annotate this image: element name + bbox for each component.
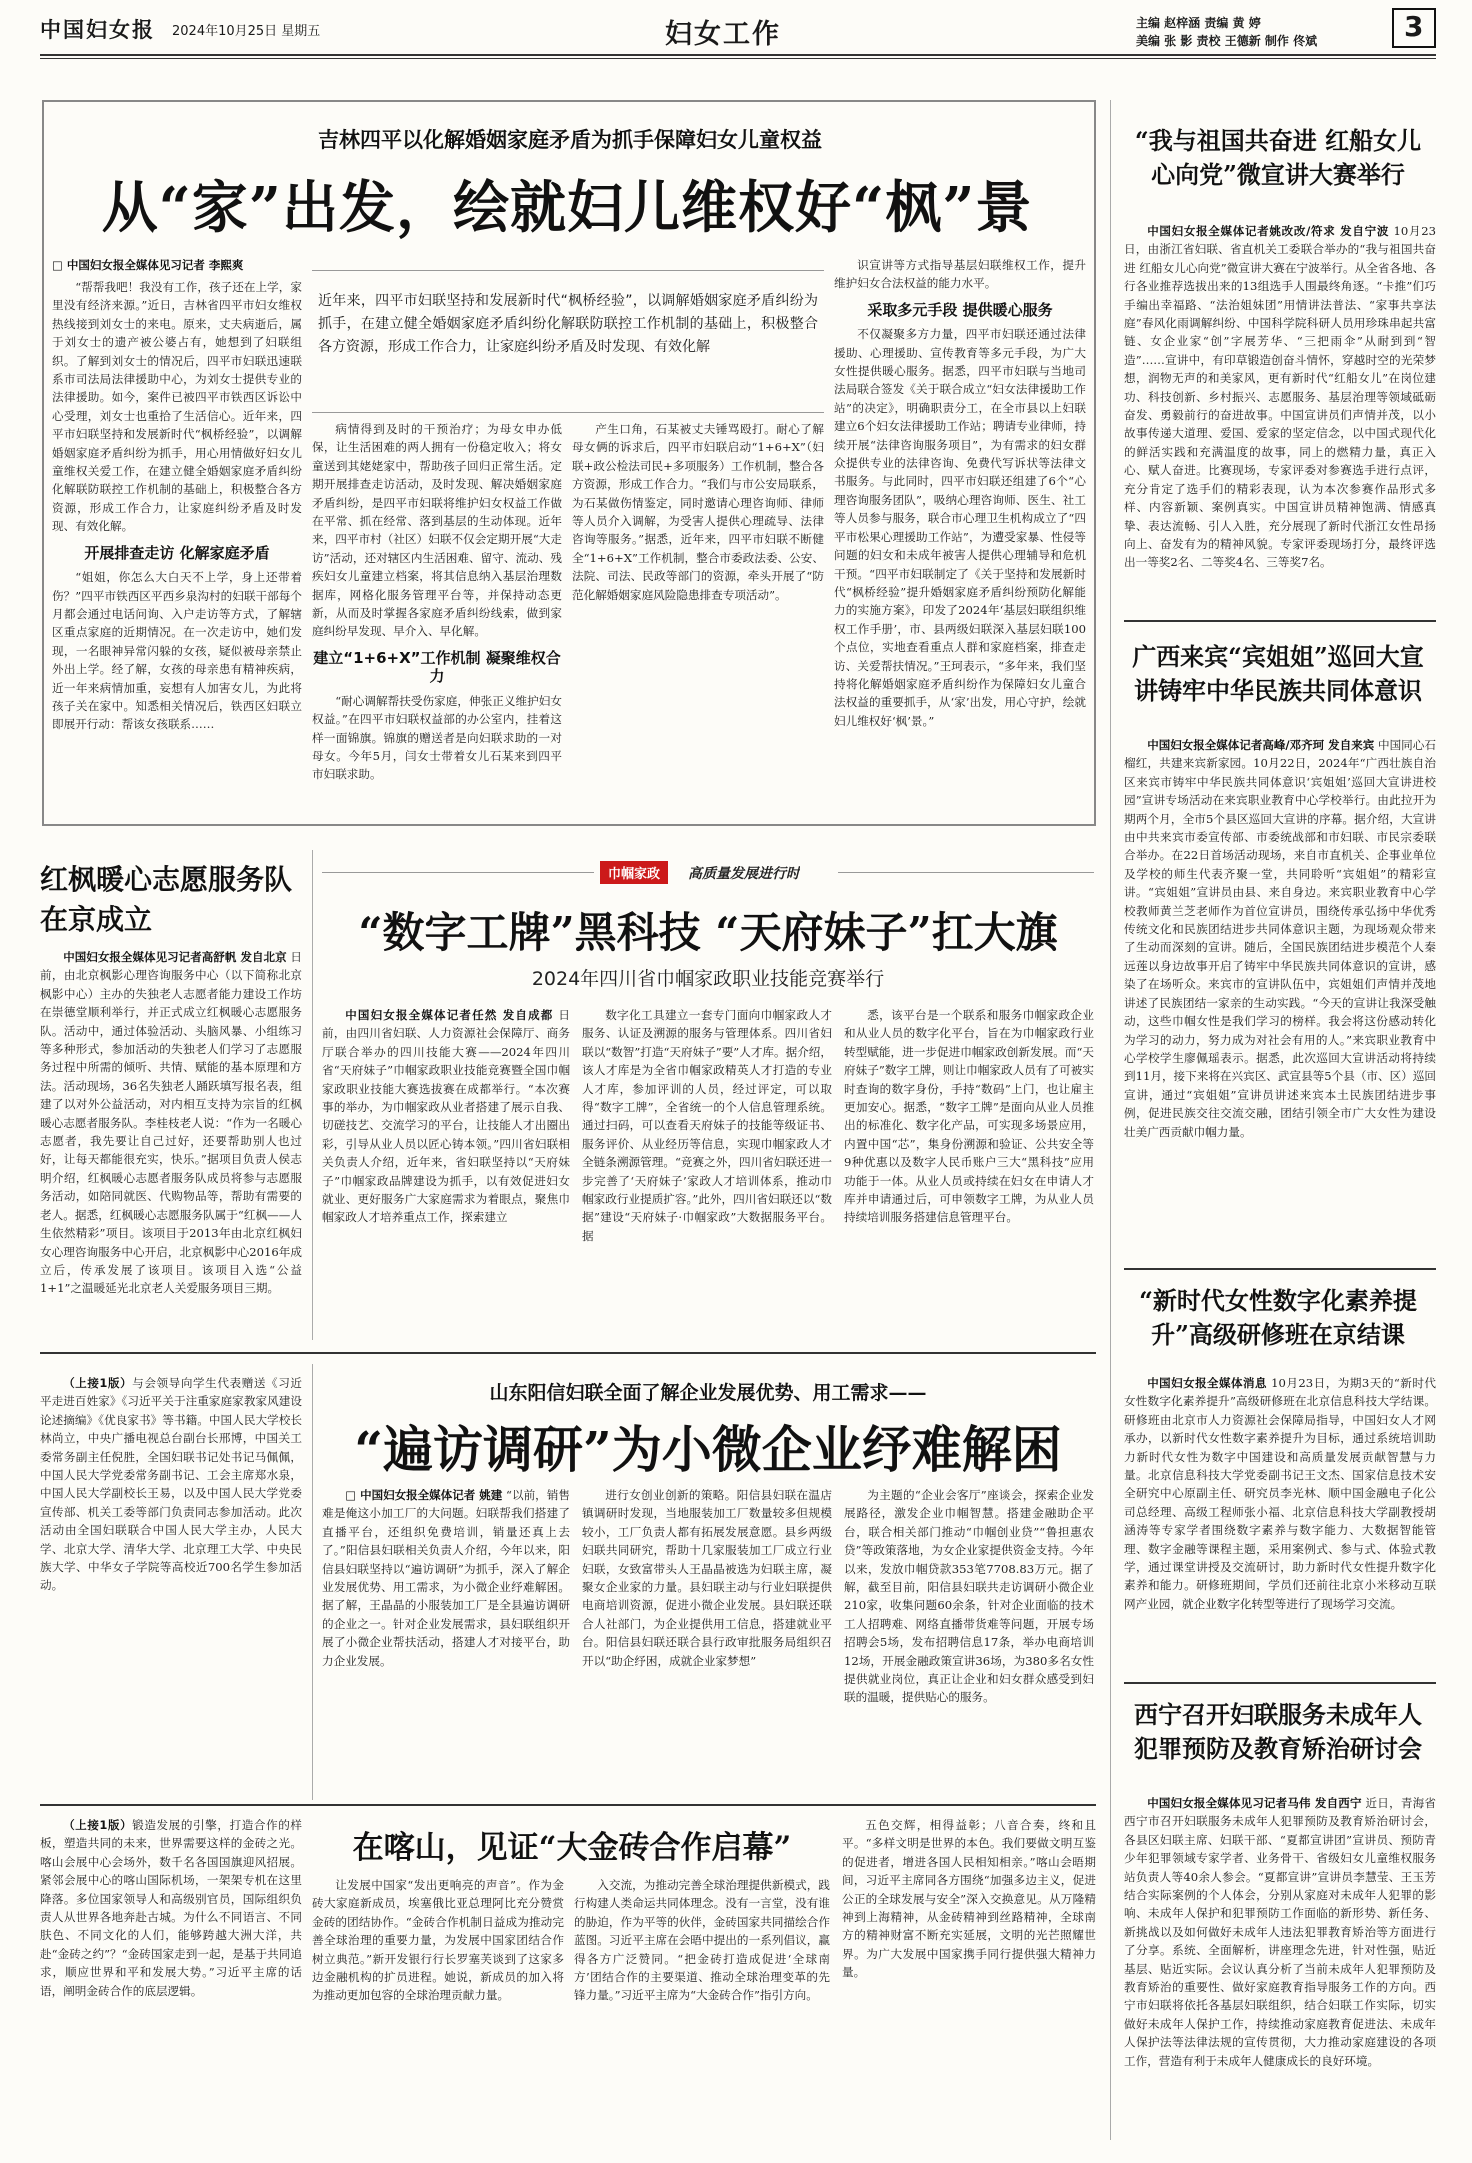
kashgar-text-4: 五色交辉，相得益彰；八音合奏，终和且平。“多样文明是世界的本色。我们要做文明互鉴的促进者，增进各国人民相知相亲。”喀山会晤期间，习近平主席同各方围绕“加强多边主义，促进公正的全球发展与安全”深入交换意见。从万隆精神到上海精神，从金砖精神到丝路精神，全球南方的精神财富不断充实延展，文明的光芒照耀世界。为广大发展中国家携手同行提供强大精神力量。: [842, 1818, 1096, 1980]
editors-line-1: 主编 赵梓涵 责编 黄 婷: [1136, 16, 1261, 30]
masthead: [0, 0, 1472, 60]
lead-byline: □ 中国妇女报全媒体见习记者 李熙爽: [52, 258, 244, 272]
lead-col1-text: “帮帮我吧！我没有工作，孩子还在上学，家里没有经济来源。”近日，吉林省四平市妇女维权热线接到刘女士的来电。原来，丈夫病逝后，属于刘女士的遗产被公婆占有，她想到了妇联组织。了解到刘女士的情况后，四平市妇联迅速联系市司法局法律援助中心，为刘女士提供专业的法律援助。如今，案件已被四平市铁西区诉讼中心受理，刘女士也重拾了生活信心。近年来，四平市妇联坚持和发展新时代“枫桥经验”，以调解婚姻家庭矛盾纠纷为抓手，用心用情做好妇女儿童维权关爱工作，在建立健全婚姻家庭矛盾纠纷化解联防联控工作机制的基础上，积极整合各方资源，形成工作合力，让家庭纠纷矛盾及时发现、有效化解。: [52, 280, 302, 534]
kashgar-col-4: [842, 1816, 1096, 2146]
shandong-title: “遍访调研”为小微企业纾难解困: [354, 1420, 1062, 1479]
lead-col-2: [312, 420, 562, 818]
right-story3-body: [1124, 1374, 1436, 1674]
shandong-subtitle: 山东阳信妇联全面了解企业发展优势、用工需求——: [489, 1382, 927, 1404]
page-number-badge: [1392, 8, 1436, 48]
right-story2-text: 中国同心石榴红，共建来宾新家园。10月22日，2024年“广西壮族自治区来宾市铸牢中华民族共同体意识‘宾姐姐’巡回大宣讲进校园”宣讲专场活动在来宾职业教育中心学校举行。由此拉开为期两个月，全市5个县区巡回大宣讲的序幕。据介绍，大宣讲由中共来宾市委宣传部、市委统战部和市妇联、市民宗委联合举办。在22日首场活动现场，来自市直机关、企事业单位及学校的师生代表齐聚一堂，共同聆听“宾姐姐”的精彩宣讲。“宾姐姐”宣讲员由县、来自身边。来宾职业教育中心学校教师黄兰芝老师作为首位宣讲员，围绕传承弘扬中华优秀传统文化和民族团结进步共同体意识主题，为现场观众带来了生动而深刻的宣讲。随后，全国民族团结进步模范个人秦远莲以身边故事开启了铸牢中华民族共同体意识的宣讲，感染了在场听众。来宾市的宣讲队伍中，宾姐姐们声情并茂地讲述了民族团结一家亲的生动实践。“今天的宣讲让我深受触动，这些巾帼女性是我们学习的榜样。我会将这份感动转化为学习的动力，努力成为对社会有用的人。”来宾职业教育中心学校学生廖佩瑶表示。据悉，此次巡回大宣讲活动将持续到11月，接下来将在兴宾区、武宣县等5个县（市、区）巡回宣讲，通过“宾姐姐”宣讲员讲述来宾本土民族团结进步事例，促进民族交往交流交融，团结引领全市广大女性为建设壮美广西贡献巾帼力量。: [1124, 738, 1436, 1139]
right-story3-title: “新时代女性数字化素养提升”高级研修班在京结课: [1139, 1286, 1417, 1349]
kashgar-continued-label: （上接1版）: [63, 1818, 133, 1832]
lead-col3-text: 产生口角，石某被丈夫锤骂殴打。耐心了解母女俩的诉求后，四平市妇联启动“1+6+X”（妇联+政公检法司民+多项服务）工作机制，整合各方资源，形成工作合力。“我们与市公安局联系，为石某做伤情鉴定，同时邀请心理咨询师、律师等人员介入调解，为受害人提供心理疏导、法律咨询等服务。”据悉，近年来，四平市妇联不断健全“1+6+X”工作机制，整合市委政法委、公安、法院、司法、民政等部门的资源，牵头开展了“防范化解婚姻家庭风险隐患排查专项活动”。: [572, 422, 824, 602]
right-story1-text: 10月23日，由浙江省妇联、省直机关工委联合举办的“我与祖国共奋进 红船女儿心向党”微宣讲大赛在宁波举行。从全省各地、各行各业推荐选拔出来的13组选手人围最终角逐。“卡推”们巧手编出幸福路、“法治姐妹团”用情讲法普法、“家事共享法庭”春风化雨调解纠纷、中国科学院科研人员用珍珠串起共富链、女企业家“创”字展芳华、“三把雨伞”从耐到到“智造”……宣讲中，有印草锻造创奋斗情怀，穿越时空的光荣梦想，润物无声的和美家风，更有新时代“红船女儿”在岗位建功、科技创新、乡村振兴、志愿服务、基层治理等领域砥砺奋发、勇毅前行的奋进故事。中国宣讲员们声情并茂，以小故事传递大道理、爱国、爱家的坚定信念，以中国式现代化的鲜活实践和充满温度的故事，同上的燃精力量，真正入心、赋人奋进。比赛现场，专家评委对参赛选手进行点评，充分肯定了选手们的精彩表现，认为本次参赛作品形式多样、内容新颖、案例真实。中国宣讲员精神饱满、情感真挚、表达流畅、引人入胜，充分展现了新时代浙江女性昂扬向上、奋发有为的精神风貌。专家评委现场打分，最终评选出一等奖2名、二等奖4名、三等奖7名。: [1124, 224, 1436, 570]
middle-text-3: 悉，该平台是一个联系和服务巾帼家政企业和从业人员的数字化平台，旨在为巾帼家政行业转型赋能，进一步促进巾帼家政创新发展。而“天府妹子”数字工牌，则让巾帼家政人员有了可被实时查询的数字身份，手持“数码”上门，也让雇主更加安心。据悉，“数字工牌”是面向从业人员推出的标准化、数字化产品，可实现多场景应用，内置中国“芯”，集身份溯源和验证、公共安全等9种优惠以及数字人民币账户三大“黑科技”应用功能于一体。从业人员或持续在妇女在申请人才库并申请通过后，可申领数字工牌，为从业人员持续培训服务搭建信息管理平台。: [844, 1008, 1094, 1225]
kashgar-title: 在喀山，见证“大金砖合作启幕”: [352, 1830, 792, 1866]
right-story4-title: 西宁召开妇联服务未成年人犯罪预防及教育矫治研讨会: [1134, 1700, 1422, 1763]
lead-col1b-text: “姐姐，你怎么大白天不上学，身上还带着伤？”四平市铁西区平西乡泉沟村的妇联干部每个月都会通过电话问询、入户走访等方式，了解辖区重点家庭的近期情况。在一次走访中，她们发现，一名眼神异常闪躲的女孩，疑似被母亲禁止外出上学。经了解，女孩的母亲患有精神疾病，近一年来病情加重，妄想有人加害女儿，为此将孩子关在家中。知悉相关情况后，铁西区妇联立即展开行动：帮该女孩联系……: [52, 570, 302, 732]
lead-col4b-text: 不仅凝聚多方力量，四平市妇联还通过法律援助、心理援助、宣传教育等多元手段，为广大女性提供暖心服务。据悉，四平市妇联与当地司法局联合签发《关于联合成立“妇女法律援助工作站”的决定》，明确职责分工，在全市县以上妇联建立6个妇女法律援助工作站；聘请专业律师，持续开展“法律咨询服务项目”，为有需求的妇女群众提供专业的法律咨询、免费代写诉状等法律文书服务。与此同时，四平市妇联还组建了6个“心理咨询服务团队”，吸纳心理咨询师、医生、社工等人员参与服务，联合市心理卫生机构成立了“四平市松果心理援助工作站”，为遭受家暴、性侵等问题的妇女和未成年被害人提供心理辅导和危机干预。“四平市妇联制定了《关于坚持和发展新时代“枫桥经验”提升婚姻家庭矛盾纠纷预防化解能力的实施方案》，印发了2024年‘基层妇联组织维权工作手册’，市、县两级妇联深入基层妇联100个点位，实地查看重点人群和家庭档案，排查走访、关爱帮扶情况。”王珂表示，“多年来，我们坚持将化解婚姻家庭矛盾纠纷作为保障妇女儿童合法权益的重要抓手，从‘家’出发，用心守护，绘就妇儿维权好‘枫’景。”: [834, 327, 1086, 728]
shandong-col-3: [844, 1486, 1094, 1792]
page-number: 3: [1404, 10, 1424, 43]
right-story4-text: 近日，青海省西宁市召开妇联服务未成年人犯罪预防及教育矫治研讨会，各县区妇联主席、妇联干部、“夏都宣讲团”宣讲员、预防青少年犯罪领域专家学者、业务骨干、省级妇女儿童维权服务站负责人等40余人参会。“夏都宣讲”宣讲员李慧莹、王玉芳结合实际案例的个人体会，分别从家庭对未成年人犯罪的影响、未成年人保护和犯罪预防工作面临的新形势、新任务、新挑战以及如何做好未成年人违法犯罪教育矫治等方面进行了分享。系统、全面解析，讲座理念先进，针对性强，贴近基层、贴近实际。会议认真分析了当前未成年人犯罪预防及教育矫治的重要性、做好家庭教育指导服务工作的方向。西宁市妇联将依托各基层妇联组织，结合妇联工作实际，切实做好未成年人保护工作，持续推动家庭教育促进法、未成年人保护法等法律法规的宣传贯彻，大力推动家庭建设的各项工作，营造有利于未成年人健康成长的良好环境。: [1124, 1796, 1436, 2068]
right-story2-body: [1124, 736, 1436, 1260]
kashgar-text-3: 入交流，为推动完善全球治理提供新模式，践行构建人类命运共同体理念。没有一言堂，没有谁的胁迫，作为平等的伙伴，金砖国家共同描绘合作蓝图。习近平主席在会晤中提出的一系列倡议，赢得各方广泛赞同。“把金砖打造成促进‘全球南方’团结合作的主要渠道、推动全球治理变革的先锋力量。”习近平主席为“大金砖合作”指引方向。: [574, 1878, 830, 2003]
middle-col-2: [582, 1006, 832, 1340]
shandong-text-3: 为主题的“企业会客厅”座谈会，探索企业发展路径，激发企业巾帼智慧。搭建金融助企平台，联合相关部门推动“巾帼创业贷”“鲁担惠农贷”等政策落地，为女企业家提供资金支持。今年以来，发放巾帼贷款353笔7708.83万元。据了解，截至目前，阳信县妇联共走访调研小微企业210家，收集问题60余条，针对企业面临的技术工人招聘难、网络直播带货难等问题，开展专场招聘会5场，发布招聘信息17条，举办电商培训12场，开展金融政策宣讲36场，为380多名女性提供就业岗位，真正让企业和妇女群众感受到妇联的温暖，提供贴心的服务。: [844, 1488, 1094, 1705]
middle-text-1: 日前，由四川省妇联、人力资源社会保障厅、商务厅联合举办的四川技能大赛——2024年四川省“天府妹子”巾帼家政职业技能竞赛暨全国巾帼家政职业技能大赛选拔赛在成都举行。“本次赛事的举办，为巾帼家政从业者搭建了展示自我、切磋技艺、交流学习的平台，让技能人才出圈出彩，引导从业人员以匠心铸本领。”四川省妇联相关负责人介绍，近年来，省妇联坚持以“天府妹子”巾帼家政品牌建设为抓手，以有效促进妇女就业、更好服务广大家庭需求为着眼点，聚焦巾帼家政人才培养重点工作，探索建立: [322, 1008, 570, 1225]
lead-subtitle: 吉林四平以化解婚姻家庭矛盾为抓手保障妇女儿童权益: [318, 127, 822, 152]
lead-col2-heading: 建立“1+6+X”工作机制 凝聚维权合力: [313, 648, 561, 686]
column-tag: 巾帼家政: [600, 861, 668, 884]
continued-block: [40, 1374, 302, 1794]
lead-col4-heading: 采取多元手段 提供暖心服务: [867, 300, 1053, 319]
continued-text: 与会领导向学生代表赠送《习近平走进百姓家》《习近平关于注重家庭家教家风建设论述摘编》《优良家书》等书籍。中国人民大学校长林尚立，中央广播电视总台副台长邢博，中国关工委常务副主任倪胜，全国妇联书记处书记马佩佩，中国人民大学党委常务副书记、工会主席郑水泉，中国人民大学副校长王易，以及中国人民大学党委宣传部、机关工委等部门负责同志参加活动。此次活动由全国妇联联合中国人民大学主办，人民大学、北京大学、清华大学、北京理工大学、中央民族大学、中华女子学院等高校近700名学生参加活动。: [40, 1376, 302, 1593]
shandong-text-2: 进行女创业创新的策略。阳信县妇联在温店镇调研时发现，当地服装加工厂数量较多但规模较小，工厂负责人都有拓展发展意愿。县乡两级妇联共同研究，帮助十几家服装加工厂成立行业妇联，女致富带头人王晶晶被选为妇联主席，凝聚女企业家的力量。县妇联主动与行业妇联提供电商培训资源，促进小微企业发展。县妇联还联合人社部门，为企业提供用工信息，搭建就业平台。阳信县妇联还联合县行政审批服务局组织召开以“助企纾困，成就企业家梦想”: [582, 1488, 832, 1668]
lead-col-1: [52, 278, 302, 818]
left-story-byline: 中国妇女报全媒体见习记者高舒帆 发自北京: [63, 950, 287, 964]
lead-summary: 近年来，四平市妇联坚持和发展新时代“枫桥经验”，以调解婚姻家庭矛盾纠纷为抓手，在建立健全婚姻家庭矛盾纠纷化解联防联控工作机制的基础上，积极整合各方资源，形成工作合力，让家庭纠纷矛盾及时发现、有效化解: [318, 293, 818, 355]
kashgar-col-1: [40, 1816, 302, 2146]
middle-text-2: 数字化工具建立一套专门面向巾帼家政人才服务、认证及溯源的服务与管理体系。四川省妇联以“数智”打造“天府妹子”要”人才库。据介绍，该人才库是为全省巾帼家政精英人才打造的专业人才库，参加评训的人员，经过评定，可以取得“数字工牌”，全省统一的个人信息管理系统。通过扫码，可以查看天府妹子的技能等级证书、服务评价、从业经历等信息，实现巾帼家政人才全链条溯源管理。“竞赛之外，四川省妇联还进一步完善了‘天府妹子’家政人才培训体系，推动巾帼家政行业提质扩容。”此外，四川省妇联还以“数据”建设“天府妹子·巾帼家政”大数据服务平台。据: [582, 1008, 832, 1243]
right-story3-text: 10月23日，为期3天的“新时代女性数字化素养提升”高级研修班在北京信息科技大学结课。研修班由北京市人力资源社会保障局指导，中国妇女人才网承办，以新时代女性数字素养提升为目标，通过系统培训助力新时代女性为数字中国建设和高质量发展贡献智慧与力量。北京信息科技大学党委副书记王文杰、国家信息技术安全研究中心原副主任、研究员李光林、顺中国金融电子化公司总经理、高级工程师张小福、北京信息科技大学副教授胡涵涛等专家学者围绕数字素养与数字能力、大数据智能管理、数字金融等课程主题，采用案例式、参与式、体验式教学，通过课堂讲授及交流研讨，助力新时代女性提升数字化素养和能力。研修班期间，学员们还前往北京小米移动互联网产业园，就企业数字化转型等进行了现场学习交流。: [1124, 1376, 1436, 1611]
left-story-body: [40, 948, 302, 1340]
right-story1-title: “我与祖国共奋进 红船女儿心向党”微宣讲大赛举行: [1134, 126, 1422, 189]
kashgar-text-2: 让发展中国家“发出更响亮的声音”。作为金砖大家庭新成员，埃塞俄比亚总理阿比充分赞赏金砖的团结协作。“金砖合作机制日益成为推动完善全球治理的重要力量，为发展中国家团结合作树立典范。”新开发银行行长罗塞芙谈到了这家多边金融机构的扩员进程。她说，新成员的加入将为推动更加包容的全球治理贡献力量。: [312, 1878, 564, 2003]
right-story2-title: 广西来宾“宾姐姐”巡回大宣讲铸牢中华民族共同体意识: [1132, 642, 1424, 705]
column-tag-text: 高质量发展进行时: [688, 866, 800, 882]
right-story4-byline: 中国妇女报全媒体见习记者马伟 发自西宁: [1147, 1796, 1362, 1810]
right-story2-byline: 中国妇女报全媒体记者高峰/邓齐珂 发自来宾: [1147, 738, 1375, 752]
middle-title: “数字工牌”黑科技 “天府妹子”扛大旗: [358, 908, 1058, 957]
lead-col-4: [834, 256, 1086, 818]
shandong-col-1: [322, 1486, 570, 1792]
lead-col1-heading: 开展排查走访 化解家庭矛盾: [84, 543, 270, 562]
shandong-text-1: “以前，销售难是俺这小加工厂的大问题。妇联帮我们搭建了直播平台，还组织免费培训，销量还真上去了。”阳信县妇联相关负责人介绍，今年以来，阳信县妇联坚持以“遍访调研”为抓手，深入了解企业发展优势、用工需求，为小微企业纾难解困。据了解，王晶晶的小服装加工厂是全县遍访调研的企业之一。针对企业发展需求，县妇联组织开展了小微企业帮扶活动，搭建人才对接平台，助力企业发展。: [322, 1488, 570, 1668]
right-story1-body: [1124, 222, 1436, 610]
editors-line-2: 美编 张 影 责校 王德新 制作 佟斌: [1136, 34, 1318, 48]
kashgar-col-2: [312, 1876, 564, 2146]
masthead-logo: 中国妇女报: [40, 17, 155, 42]
continued-label: （上接1版）: [63, 1376, 133, 1390]
shandong-byline: □ 中国妇女报全媒体记者 姚建: [345, 1488, 503, 1502]
lead-title: 从“家”出发，绘就妇儿维权好“枫”景: [101, 175, 1033, 241]
middle-byline: 中国妇女报全媒体记者任然 发自成都: [345, 1008, 554, 1022]
lead-col4-text: 识宣讲等方式指导基层妇联维权工作，提升维护妇女合法权益的能力水平。: [834, 258, 1086, 291]
section-name: 妇女工作: [665, 19, 781, 50]
lead-col2b-text: “耐心调解帮扶受伤家庭，伸张正义维护妇女权益。”在四平市妇联权益部的办公室内，挂着这样一面锦旗。锦旗的赠送者是向妇联求助的一对母女。今年5月，闫女士带着女儿石某来到四平市妇联求助。: [312, 693, 562, 782]
right-story3-byline: 中国妇女报全媒体消息: [1147, 1376, 1267, 1390]
masthead-date: 2024年10月25日 星期五: [172, 24, 321, 39]
right-story4-body: [1124, 1794, 1436, 2144]
right-story1-byline: 中国妇女报全媒体记者姚改改/符求 发自宁波: [1147, 224, 1390, 238]
middle-subtitle: 2024年四川省巾帼家政职业技能竞赛举行: [531, 968, 885, 990]
middle-col-1: [322, 1006, 570, 1340]
left-story-title: 红枫暖心志愿服务队在京成立: [40, 863, 293, 936]
left-story-text: 日前，由北京枫影心理咨询服务中心（以下简称北京枫影中心）主办的失独老人志愿者能力建设工作坊在崇德堂顺利举行，并正式成立红枫暖心志愿服务队。活动中，通过体验活动、头脑风暴、小组练习等多种形式，参加活动的失独老人们学习了志愿服务过程中所需的倾听、共情、赋能的基本原理和方法。活动现场，36名失独老人踊跃填写报名表，组建了以对外公益活动，对内相互支持为宗旨的红枫暖心志愿者服务队。李桂枝老人说：“作为一名暖心志愿者，我先要让自己过好，还要帮助别人也过好，让每天都能很充实，快乐。”据项目负责人侯志明介绍，红枫暖心志愿者服务队成员将参与志愿服务活动，如陪同就医、代购物品等，帮助有需要的老人。据悉，红枫暖心志愿服务队属于“红枫——人生依然精彩”项目。该项目于2013年由北京红枫妇女心理咨询服务中心开启，北京枫影中心2016年成立后，传承发展了该项目。该项目入选“公益1+1”之温暖延光北京老人关爱服务项目三期。: [40, 950, 302, 1296]
shandong-col-2: [582, 1486, 832, 1792]
kashgar-col-3: [574, 1876, 830, 2146]
middle-col-3: [844, 1006, 1094, 1340]
lead-col-3: [572, 420, 824, 818]
kashgar-text-1: 锻造发展的引擎，打造合作的样板，塑造共同的未来，世界需要这样的金砖之光。喀山会展中心会场外，数千名各国国旗迎风招展。紧邻会展中心的喀山国际机场，一架架专机在这里降落。多位国家领导人和高级别官员，国际组织负责人从世界各地奔赴古城。为什么不同语言、不同肤色、不同文化的人们，能够跨越大洲大洋，共赴“金砖之约”？“金砖国家走到一起，是基于共同追求，顺应世界和平和发展大势。”习近平主席的话语，阐明金砖合作的底层逻辑。: [40, 1818, 302, 1998]
lead-col2-text: 病情得到及时的干预治疗；为母女申办低保，让生活困难的两人拥有一份稳定收入；将女童送到其姥姥家中，帮助孩子回归正常生活。定期开展排查走访活动，及时发现、解决婚姻家庭矛盾纠纷，是四平市妇联将维护妇女权益工作做在平常、抓在经常、落到基层的生动体现。近年来，四平市村（社区）妇联不仅会定期开展“大走访”活动，还对辖区内生活困难、留守、流动、残疾妇女儿童建立档案，将其信息纳入基层治理数据库，网格化服务管理平台等，并保持动态更新，从而及时掌握各家庭矛盾纠纷线索，做到家庭纠纷早发现、早介入、早化解。: [312, 422, 562, 639]
